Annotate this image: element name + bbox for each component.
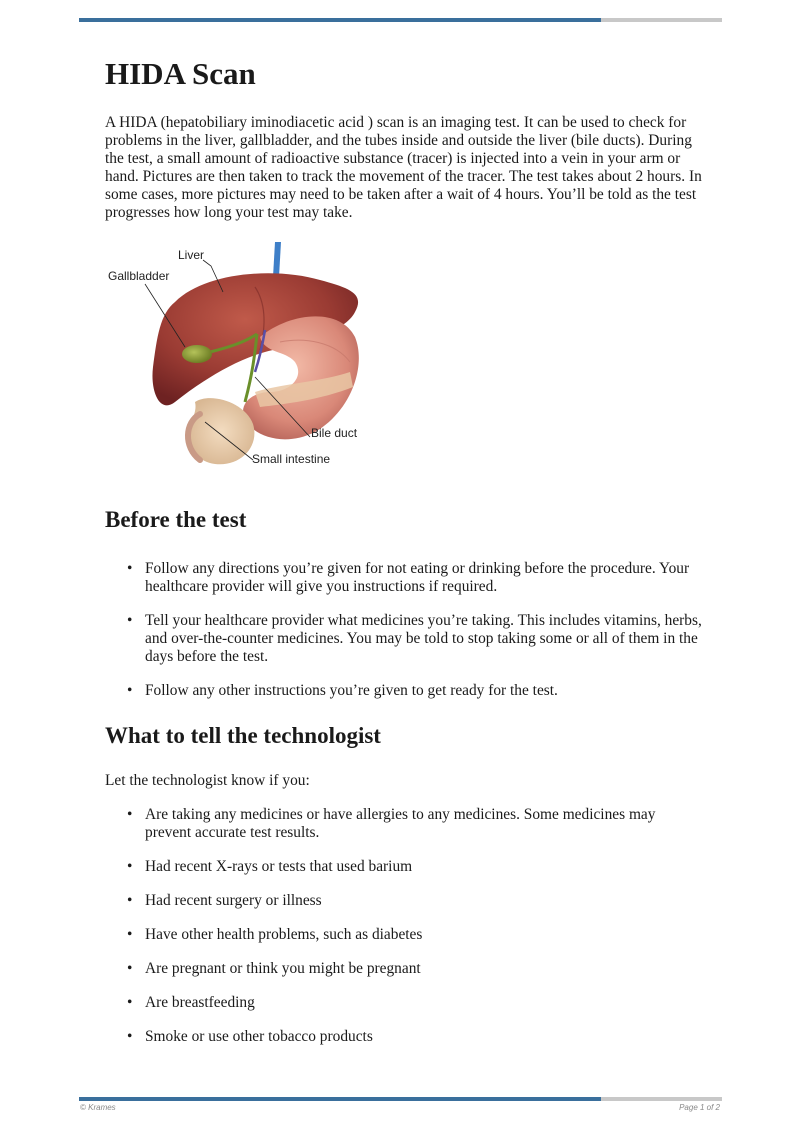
list-item: • Are breastfeeding	[105, 994, 705, 1012]
label-small-intestine: Small intestine	[252, 452, 331, 466]
header-rule	[79, 18, 722, 22]
list-item: • Had recent X-rays or tests that used barium	[105, 858, 705, 876]
list-item: • Had recent surgery or illness	[105, 892, 705, 910]
label-liver: Liver	[178, 248, 205, 262]
list-item: • Follow any other instructions you’re given to get ready for the test.	[105, 682, 705, 700]
before-test-heading: Before the test	[105, 507, 247, 532]
page-title: HIDA Scan	[105, 56, 256, 91]
intro-paragraph: A HIDA (hepatobiliary iminodiacetic acid ) scan is an imaging test. It can be used to check for problems in the liver, gallbladder, and the tubes inside and outside the liver (bile ducts). During the test, a small amount of radioactive substance (tracer) is injected into a vein in your arm or hand. Pictures are then taken to track the movement of the tracer. The test takes about 2 hours. In some cases, more pictures may need to be taken after a wait of 4 hours. You’ll be told as the test progresses how long your test may take.	[105, 114, 702, 221]
header-rule-accent	[79, 18, 601, 22]
technologist-lead: Let the technologist know if you:	[105, 772, 310, 789]
label-gallbladder: Gallbladder	[108, 269, 170, 283]
footer-copyright: © Krames	[80, 1103, 116, 1112]
list-item: • Smoke or use other tobacco products	[105, 1028, 705, 1046]
footer-rule	[79, 1097, 722, 1101]
technologist-heading: What to tell the technologist	[105, 723, 381, 748]
before-test-list	[105, 560, 705, 700]
list-item: • Have other health problems, such as diabetes	[105, 926, 705, 944]
footer-rule-accent	[79, 1097, 601, 1101]
document-body	[105, 54, 705, 1062]
technologist-list	[105, 806, 705, 1046]
list-item: • Follow any directions you’re given for not eating or drinking before the procedure. Your healthcare provider will give you instructions if required.	[105, 560, 705, 596]
list-item: • Tell your healthcare provider what medicines you’re taking. This includes vitamins, herbs, and over-the-counter medicines. You may be told to stop taking some or all of them in the days before the test.	[105, 612, 705, 666]
list-item: • Are taking any medicines or have allergies to any medicines. Some medicines may prevent accurate test results.	[105, 806, 705, 842]
list-item: • Are pregnant or think you might be pregnant	[105, 960, 705, 978]
label-bile-duct: Bile duct	[311, 426, 358, 440]
liver-anatomy-illustration	[105, 242, 375, 482]
footer-page-number: Page 1 of 2	[679, 1103, 720, 1112]
